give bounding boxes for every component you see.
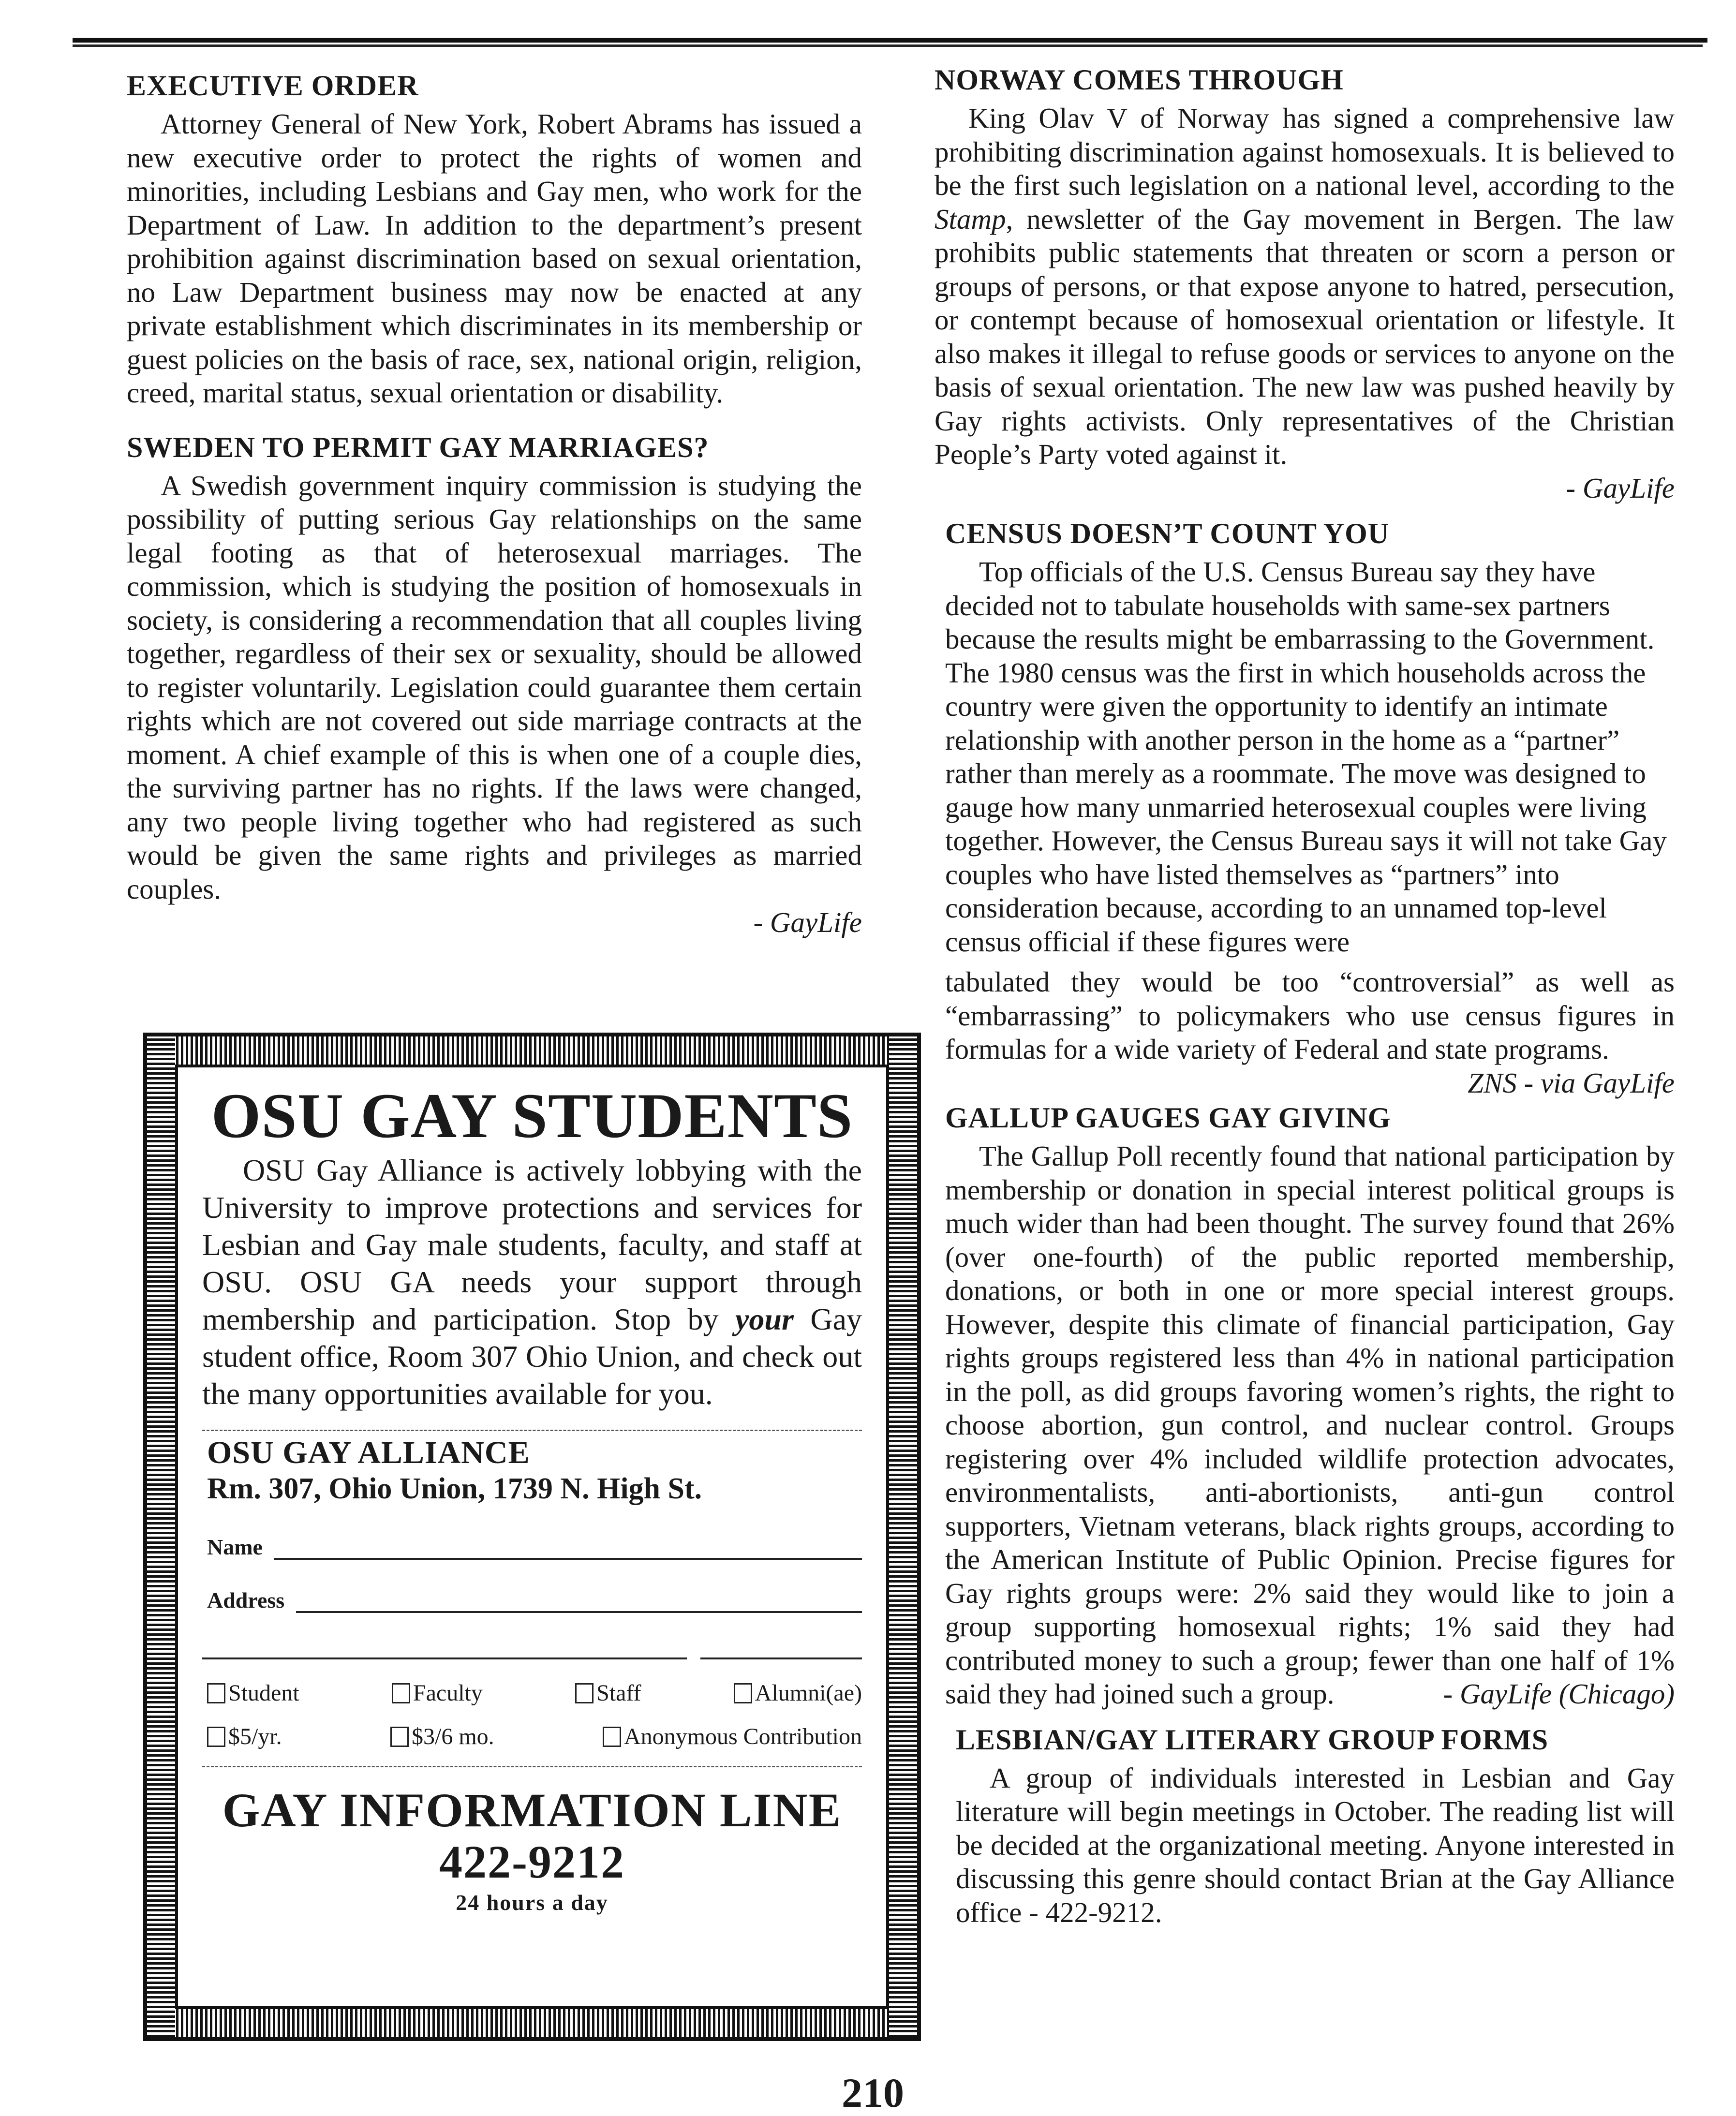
address-field-row: [207, 1588, 862, 1613]
article-headline: LESBIAN/GAY LITERARY GROUP FORMS: [956, 1723, 1549, 1756]
address-line-2-extra[interactable]: [700, 1657, 862, 1659]
article-body: [945, 1139, 1675, 1711]
article-gallup: [935, 1100, 1675, 1711]
option-label: Alumni(ae): [755, 1680, 862, 1706]
option-label: $5/yr.: [228, 1724, 282, 1749]
article-headline: NORWAY COMES THROUGH: [935, 64, 1344, 96]
checkbox-icon[interactable]: [734, 1683, 752, 1703]
status-option[interactable]: [207, 1679, 299, 1708]
org-name: OSU GAY ALLIANCE: [207, 1435, 530, 1470]
payment-option[interactable]: [207, 1722, 282, 1751]
org-address: Rm. 307, Ohio Union, 1739 N. High St.: [207, 1472, 702, 1505]
article-headline: EXECUTIVE ORDER: [127, 70, 419, 102]
article-norway: [935, 62, 1675, 505]
article-body: Top officials of the U.S. Census Bureau say they have decided not to tabulate households with same-sex partners because the results might be embarrassing to the Government. The 1980 census was the first in which households across the country were given the opportunity to identify an intimate relationship with another person in the home as a “partner” rather than merely as a roommate. The move was designed to gauge how many unmarried heterosexual couples were living together. However, the Census Bureau says it will not take Gay couples who have listed themselves as “partners” into consideration because, according to an unnamed top-level census official if these figures were: [945, 556, 1667, 958]
name-field-label: Name: [207, 1535, 263, 1559]
status-option[interactable]: [392, 1679, 483, 1708]
name-field-row: [207, 1535, 862, 1560]
article-credit: - GayLife: [753, 906, 862, 938]
option-label: $3/6 mo.: [411, 1724, 494, 1749]
article-headline: CENSUS DOESN’T COUNT YOU: [945, 518, 1390, 549]
article-body-text: The Gallup Poll recently found that national participation by membership or donation in special interest political groups is much wider than had been thought. The survey found that 26% (over one-fourth) of the public reported membership, donations, or both in one or more special interest groups. However, despite this climate of financial participation, Gay rights groups registered less than 4% in national participation in the poll, as did groups favoring women’s rights, the right to choose abortion, gun control, and nuclear control. Groups registering over 4% included wildlife protection advocates, environmentalists, anti-abortionists, anti-gun control supporters, Vietnam veterans, black rights groups, according to the American Institute of Public Opinion. Precise figures for Gay rights groups were: 2% said they would like to join a group supporting homosexual rights; 1% said they had contributed money to such a group; fewer than one half of 1% said they had joined such a group.: [945, 1140, 1675, 1710]
left-column: [127, 68, 862, 940]
checkbox-icon[interactable]: [390, 1727, 409, 1747]
cut-line: [202, 1430, 862, 1431]
address-field-label: Address: [207, 1588, 285, 1613]
top-rule-thin: [73, 44, 1703, 47]
article-body: [935, 102, 1675, 472]
article-body-continued: tabulated they would be too “controversial” as well as “embarrassing” to policymakers who use census figures in formulas for a wide variety of Federal and state programs.: [945, 966, 1675, 1065]
address-line-2[interactable]: [202, 1657, 687, 1659]
ad-body-emphasis: your: [735, 1302, 794, 1336]
info-line-hours: 24 hours a day: [456, 1890, 608, 1915]
info-line-title: GAY INFORMATION LINE: [222, 1783, 842, 1837]
checkbox-icon[interactable]: [575, 1683, 594, 1703]
article-literary-group: [935, 1722, 1675, 1930]
article-body: Attorney General of New York, Robert Abrams has issued a new executive order to protect the rights of women and minorities, including Lesbians and Gay men, who work for the Department of Law. In addition to the department’s present prohibition against discrimination based on sexual orientation, no Law Department business may now be enacted at any private establishment which discriminates in its membership or guest policies on the basis of race, sex, national origin, religion, creed, marital status, sexual orientation or disability.: [127, 108, 862, 409]
osu-gay-students-ad: [143, 1033, 921, 2041]
checkbox-icon[interactable]: [207, 1727, 225, 1747]
name-field[interactable]: [274, 1539, 862, 1560]
checkbox-icon[interactable]: [392, 1683, 410, 1703]
article-body: A group of individuals interested in Lesbian and Gay literature will begin meetings in October. The reading list will be decided at the organizational meeting. Anyone interested in discussing this genre should contact Brian at the Gay Alliance office - 422-9212.: [956, 1761, 1675, 1928]
article-body-text: King Olav V of Norway has signed a comprehensive law prohibiting discrimination against homosexuals. It is believed to be the first such legislation on a national level, according to the: [935, 102, 1675, 201]
publication-name: Stamp: [935, 203, 1006, 235]
article-headline: GALLUP GAUGES GAY GIVING: [945, 1102, 1391, 1134]
option-label: Staff: [596, 1680, 641, 1706]
status-option[interactable]: [575, 1679, 641, 1708]
option-label: Student: [228, 1680, 299, 1706]
ad-content: [175, 1065, 889, 2009]
option-label: Anonymous Contribution: [623, 1724, 862, 1749]
checkbox-icon[interactable]: [207, 1683, 225, 1703]
address-field[interactable]: [296, 1592, 862, 1613]
article-sweden-marriages: [127, 429, 862, 940]
ad-title: OSU GAY STUDENTS: [211, 1080, 853, 1151]
article-credit: - GayLife (Chicago): [1443, 1678, 1675, 1710]
ad-body-text: OSU Gay Alliance is actively lobbying with the University to improve protections and services for Lesbian and Gay male students, faculty, and staff at OSU. OSU GA needs your support through membership and participation. Stop by: [202, 1153, 862, 1336]
ad-body-text: Gay student office, Room 307 Ohio Union, and check out the many opportunities available for you.: [202, 1302, 862, 1411]
article-headline: SWEDEN TO PERMIT GAY MARRIAGES?: [127, 431, 709, 463]
article-body: A Swedish government inquiry commission is studying the possibility of putting serious Gay relationships on the same legal footing as that of heterosexual marriages. The commission, which is studying the position of homosexuals in society, is considering a recommendation that all couples living together, regardless of their sex or sexuality, should be allowed to register voluntarily. Legislation could guarantee them certain rights which are not covered out side marriage contracts at the moment. A chief example of this is when one of a couple dies, the surviving partner has no rights. If the laws were changed, any two people living together who had registered as such would be given the same rights and privileges as married couples.: [127, 469, 862, 905]
ad-body: [202, 1152, 862, 1412]
article-census: [935, 516, 1675, 1100]
checkbox-icon[interactable]: [603, 1727, 621, 1747]
right-column: [935, 62, 1675, 1929]
article-credit: ZNS - via GayLife: [1468, 1066, 1675, 1099]
article-body-text: , newsletter of the Gay movement in Bergen. The law prohibits public statements that threaten or scorn a person or groups of persons, or that expose anyone to hatred, persecution, or contempt because of homosexual orientation or lifestyle. It also makes it illegal to refuse goods or services to anyone on the basis of sexual orientation. The new law was pushed heavily by Gay rights activists. Only representatives of the Christian People’s Party voted against it.: [935, 203, 1675, 470]
info-line-phone: 422-9212: [439, 1836, 625, 1888]
page-number: 210: [842, 2070, 904, 2116]
status-options: [207, 1679, 862, 1708]
address-field-line-2[interactable]: [202, 1657, 862, 1659]
article-credit: - GayLife: [1566, 472, 1675, 504]
payment-option[interactable]: [603, 1722, 862, 1751]
cut-line: [202, 1766, 862, 1767]
top-rule: [73, 38, 1707, 43]
payment-option[interactable]: [390, 1722, 494, 1751]
status-option[interactable]: [734, 1679, 862, 1708]
article-executive-order: [127, 68, 862, 410]
option-label: Faculty: [413, 1680, 483, 1706]
payment-options: [207, 1722, 862, 1751]
